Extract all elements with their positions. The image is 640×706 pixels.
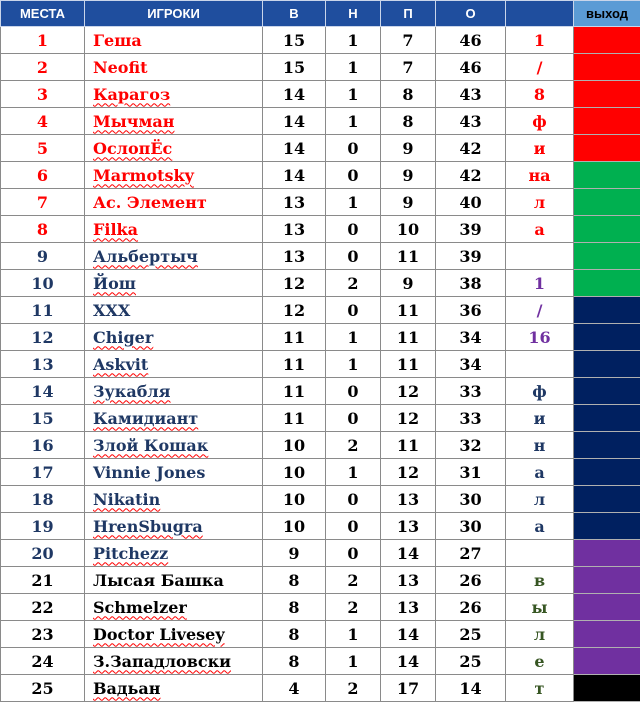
points-cell: 39 (436, 216, 506, 243)
note-cell: л (506, 486, 574, 513)
exit-color-cell (574, 621, 640, 648)
place-cell: 24 (1, 648, 85, 675)
player-name: Marmotsky (93, 165, 194, 185)
points-cell: 25 (436, 621, 506, 648)
player-name-cell (85, 351, 263, 378)
header-points: О (436, 1, 506, 27)
table-row (1, 135, 640, 162)
note-cell: ф (506, 378, 574, 405)
draws-cell: 0 (326, 540, 381, 567)
exit-color-cell (574, 378, 640, 405)
player-name: Зукабля (93, 381, 171, 401)
header-exit: выход (574, 1, 640, 27)
losses-cell: 12 (381, 405, 436, 432)
points-cell: 46 (436, 27, 506, 54)
exit-color-cell (574, 54, 640, 81)
wins-cell: 14 (263, 108, 326, 135)
note-cell: и (506, 135, 574, 162)
place-cell: 4 (1, 108, 85, 135)
losses-cell: 8 (381, 108, 436, 135)
wins-cell: 4 (263, 675, 326, 702)
wins-cell: 11 (263, 324, 326, 351)
note-cell: а (506, 459, 574, 486)
losses-cell: 9 (381, 270, 436, 297)
losses-cell: 11 (381, 324, 436, 351)
exit-color-cell (574, 513, 640, 540)
losses-cell: 10 (381, 216, 436, 243)
wins-cell: 11 (263, 405, 326, 432)
points-cell: 42 (436, 162, 506, 189)
table-row (1, 648, 640, 675)
draws-cell: 0 (326, 243, 381, 270)
header-place: МЕСТА (1, 1, 85, 27)
points-cell: 36 (436, 297, 506, 324)
player-name: Камидиант (93, 408, 199, 428)
draws-cell: 2 (326, 675, 381, 702)
wins-cell: 11 (263, 351, 326, 378)
note-cell: на (506, 162, 574, 189)
place-cell: 19 (1, 513, 85, 540)
losses-cell: 11 (381, 351, 436, 378)
points-cell: 43 (436, 81, 506, 108)
table-row (1, 270, 640, 297)
player-name-cell (85, 621, 263, 648)
draws-cell: 0 (326, 135, 381, 162)
player-name: Вадьан (93, 678, 161, 698)
losses-cell: 11 (381, 243, 436, 270)
losses-cell: 14 (381, 648, 436, 675)
points-cell: 34 (436, 324, 506, 351)
player-name-cell (85, 648, 263, 675)
player-name: Doctor Livesey (93, 624, 225, 644)
wins-cell: 12 (263, 297, 326, 324)
header-note (506, 1, 574, 27)
draws-cell: 1 (326, 351, 381, 378)
exit-color-cell (574, 432, 640, 459)
player-name: XXX (93, 300, 131, 320)
draws-cell: 2 (326, 432, 381, 459)
header-draws: Н (326, 1, 381, 27)
wins-cell: 8 (263, 594, 326, 621)
losses-cell: 13 (381, 513, 436, 540)
place-cell: 9 (1, 243, 85, 270)
player-name-cell (85, 540, 263, 567)
table-row (1, 351, 640, 378)
place-cell: 10 (1, 270, 85, 297)
note-cell: ы (506, 594, 574, 621)
place-cell: 3 (1, 81, 85, 108)
points-cell: 14 (436, 675, 506, 702)
points-cell: 38 (436, 270, 506, 297)
player-name: Vinnie Jones (93, 462, 206, 482)
header-row (1, 1, 640, 27)
exit-color-cell (574, 351, 640, 378)
place-cell: 15 (1, 405, 85, 432)
player-name-cell (85, 27, 263, 54)
player-name-cell (85, 513, 263, 540)
points-cell: 40 (436, 189, 506, 216)
place-cell: 16 (1, 432, 85, 459)
table-row (1, 621, 640, 648)
place-cell: 20 (1, 540, 85, 567)
player-name: Лысая Башка (93, 570, 224, 590)
points-cell: 30 (436, 513, 506, 540)
place-cell: 12 (1, 324, 85, 351)
table-row (1, 513, 640, 540)
draws-cell: 1 (326, 27, 381, 54)
table-row (1, 162, 640, 189)
wins-cell: 15 (263, 27, 326, 54)
player-name: Геша (93, 30, 142, 50)
table-row (1, 540, 640, 567)
place-cell: 5 (1, 135, 85, 162)
place-cell: 23 (1, 621, 85, 648)
table-row (1, 81, 640, 108)
player-name-cell (85, 189, 263, 216)
draws-cell: 2 (326, 270, 381, 297)
exit-color-cell (574, 81, 640, 108)
losses-cell: 9 (381, 135, 436, 162)
table-row (1, 324, 640, 351)
points-cell: 33 (436, 378, 506, 405)
points-cell: 26 (436, 567, 506, 594)
draws-cell: 2 (326, 594, 381, 621)
player-name-cell (85, 405, 263, 432)
player-name-cell (85, 567, 263, 594)
losses-cell: 14 (381, 621, 436, 648)
player-name: Filka (93, 219, 138, 239)
note-cell: е (506, 648, 574, 675)
draws-cell: 1 (326, 621, 381, 648)
draws-cell: 1 (326, 189, 381, 216)
draws-cell: 0 (326, 378, 381, 405)
player-name-cell (85, 486, 263, 513)
points-cell: 43 (436, 108, 506, 135)
points-cell: 31 (436, 459, 506, 486)
draws-cell: 0 (326, 513, 381, 540)
points-cell: 32 (436, 432, 506, 459)
losses-cell: 9 (381, 162, 436, 189)
player-name-cell (85, 378, 263, 405)
draws-cell: 1 (326, 324, 381, 351)
player-name-cell (85, 270, 263, 297)
wins-cell: 13 (263, 243, 326, 270)
exit-color-cell (574, 135, 640, 162)
losses-cell: 7 (381, 54, 436, 81)
player-name: Ас. Элемент (93, 192, 207, 212)
losses-cell: 8 (381, 81, 436, 108)
player-name-cell (85, 324, 263, 351)
wins-cell: 13 (263, 189, 326, 216)
note-cell: л (506, 189, 574, 216)
losses-cell: 13 (381, 594, 436, 621)
draws-cell: 1 (326, 81, 381, 108)
exit-color-cell (574, 27, 640, 54)
note-cell: 8 (506, 81, 574, 108)
points-cell: 33 (436, 405, 506, 432)
place-cell: 18 (1, 486, 85, 513)
exit-color-cell (574, 567, 640, 594)
wins-cell: 13 (263, 216, 326, 243)
place-cell: 22 (1, 594, 85, 621)
exit-color-cell (574, 243, 640, 270)
player-name: Askvit (93, 354, 149, 374)
draws-cell: 0 (326, 486, 381, 513)
note-cell: 16 (506, 324, 574, 351)
note-cell: а (506, 513, 574, 540)
player-name: ОслопЁс (93, 138, 173, 158)
note-cell: ф (506, 108, 574, 135)
wins-cell: 10 (263, 459, 326, 486)
player-name-cell (85, 459, 263, 486)
player-name: Pitchezz (93, 543, 169, 563)
player-name: Schmelzer (93, 597, 187, 617)
table-row (1, 594, 640, 621)
draws-cell: 0 (326, 297, 381, 324)
note-cell (506, 243, 574, 270)
wins-cell: 14 (263, 135, 326, 162)
exit-color-cell (574, 486, 640, 513)
place-cell: 1 (1, 27, 85, 54)
points-cell: 30 (436, 486, 506, 513)
player-name-cell (85, 594, 263, 621)
table-row (1, 297, 640, 324)
wins-cell: 9 (263, 540, 326, 567)
table-row (1, 108, 640, 135)
note-cell: а (506, 216, 574, 243)
table-row (1, 216, 640, 243)
draws-cell: 1 (326, 108, 381, 135)
player-name: Neofit (93, 57, 148, 77)
table-body (1, 27, 640, 702)
exit-color-cell (574, 540, 640, 567)
place-cell: 14 (1, 378, 85, 405)
wins-cell: 10 (263, 486, 326, 513)
header-wins: В (263, 1, 326, 27)
player-name: Chiger (93, 327, 154, 347)
exit-color-cell (574, 405, 640, 432)
table-row (1, 243, 640, 270)
draws-cell: 1 (326, 648, 381, 675)
table-row (1, 486, 640, 513)
note-cell: / (506, 297, 574, 324)
place-cell: 17 (1, 459, 85, 486)
exit-color-cell (574, 189, 640, 216)
points-cell: 27 (436, 540, 506, 567)
player-name-cell (85, 243, 263, 270)
note-cell: л (506, 621, 574, 648)
wins-cell: 8 (263, 567, 326, 594)
exit-color-cell (574, 675, 640, 702)
player-name-cell (85, 432, 263, 459)
place-cell: 6 (1, 162, 85, 189)
table-row (1, 567, 640, 594)
draws-cell: 0 (326, 162, 381, 189)
losses-cell: 13 (381, 486, 436, 513)
player-name-cell (85, 81, 263, 108)
losses-cell: 11 (381, 297, 436, 324)
note-cell: / (506, 54, 574, 81)
note-cell (506, 540, 574, 567)
table-row (1, 432, 640, 459)
table-header (1, 1, 640, 27)
place-cell: 13 (1, 351, 85, 378)
player-name-cell (85, 135, 263, 162)
losses-cell: 12 (381, 459, 436, 486)
player-name-cell (85, 108, 263, 135)
wins-cell: 10 (263, 513, 326, 540)
points-cell: 42 (436, 135, 506, 162)
note-cell: и (506, 405, 574, 432)
wins-cell: 12 (263, 270, 326, 297)
losses-cell: 7 (381, 27, 436, 54)
player-name: Карагоз (93, 84, 171, 104)
draws-cell: 0 (326, 405, 381, 432)
table-row (1, 378, 640, 405)
player-name: Мычман (93, 111, 175, 131)
draws-cell: 1 (326, 459, 381, 486)
points-cell: 34 (436, 351, 506, 378)
table-row (1, 405, 640, 432)
player-name: Альбертыч (93, 246, 198, 266)
player-name: Nikatin (93, 489, 161, 509)
exit-color-cell (574, 297, 640, 324)
note-cell: в (506, 567, 574, 594)
player-name: З.Западловски (93, 651, 231, 671)
exit-color-cell (574, 648, 640, 675)
note-cell: н (506, 432, 574, 459)
wins-cell: 14 (263, 162, 326, 189)
losses-cell: 17 (381, 675, 436, 702)
draws-cell: 0 (326, 216, 381, 243)
exit-color-cell (574, 270, 640, 297)
exit-color-cell (574, 108, 640, 135)
points-cell: 46 (436, 54, 506, 81)
exit-color-cell (574, 162, 640, 189)
losses-cell: 11 (381, 432, 436, 459)
losses-cell: 9 (381, 189, 436, 216)
player-name-cell (85, 297, 263, 324)
table-row (1, 54, 640, 81)
place-cell: 21 (1, 567, 85, 594)
player-name-cell (85, 54, 263, 81)
player-name: Йош (93, 273, 136, 293)
exit-color-cell (574, 216, 640, 243)
draws-cell: 2 (326, 567, 381, 594)
exit-color-cell (574, 324, 640, 351)
place-cell: 7 (1, 189, 85, 216)
header-losses: П (381, 1, 436, 27)
player-name: Злой Кошак (93, 435, 209, 455)
note-cell: 1 (506, 27, 574, 54)
player-name-cell (85, 675, 263, 702)
losses-cell: 12 (381, 378, 436, 405)
note-cell (506, 351, 574, 378)
points-cell: 26 (436, 594, 506, 621)
player-name-cell (85, 216, 263, 243)
player-name-cell (85, 162, 263, 189)
wins-cell: 11 (263, 378, 326, 405)
table-row (1, 459, 640, 486)
exit-color-cell (574, 459, 640, 486)
wins-cell: 8 (263, 648, 326, 675)
note-cell: т (506, 675, 574, 702)
draws-cell: 1 (326, 54, 381, 81)
place-cell: 2 (1, 54, 85, 81)
player-name: HrenSbugra (93, 516, 203, 536)
exit-color-cell (574, 594, 640, 621)
wins-cell: 10 (263, 432, 326, 459)
table-row (1, 675, 640, 702)
points-cell: 25 (436, 648, 506, 675)
wins-cell: 8 (263, 621, 326, 648)
header-player: ИГРОКИ (85, 1, 263, 27)
place-cell: 11 (1, 297, 85, 324)
place-cell: 25 (1, 675, 85, 702)
losses-cell: 13 (381, 567, 436, 594)
wins-cell: 15 (263, 54, 326, 81)
note-cell: 1 (506, 270, 574, 297)
table-row (1, 27, 640, 54)
wins-cell: 14 (263, 81, 326, 108)
table-row (1, 189, 640, 216)
losses-cell: 14 (381, 540, 436, 567)
place-cell: 8 (1, 216, 85, 243)
points-cell: 39 (436, 243, 506, 270)
